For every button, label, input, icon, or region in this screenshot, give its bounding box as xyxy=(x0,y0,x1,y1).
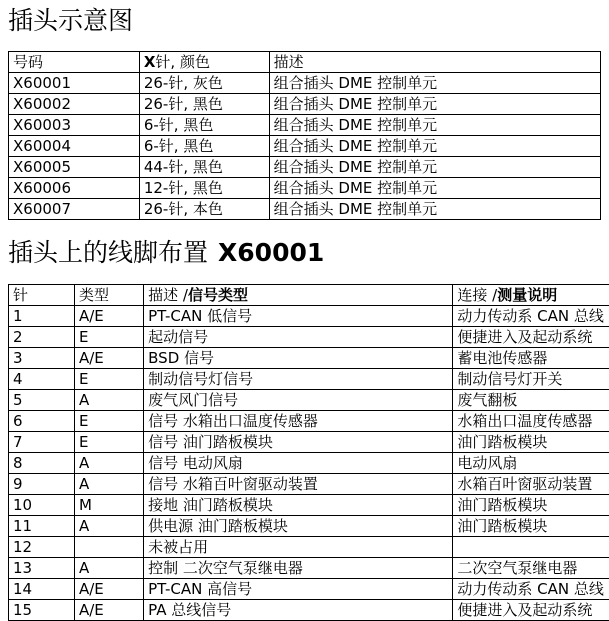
table-cell: 控制 二次空气泵继电器 xyxy=(144,558,453,579)
table-row xyxy=(9,390,609,411)
table-cell: X60005 xyxy=(9,157,140,178)
table-cell: X60003 xyxy=(9,115,140,136)
table-cell: X60002 xyxy=(9,94,140,115)
table-cell: 油门踏板模块 xyxy=(453,516,609,537)
table-cell: 油门踏板模块 xyxy=(453,432,609,453)
table-cell xyxy=(74,537,143,558)
table-row xyxy=(9,94,601,115)
table-row xyxy=(9,199,601,220)
table-cell: 15 xyxy=(9,600,75,621)
table-row xyxy=(9,178,601,199)
table-cell: E xyxy=(74,369,143,390)
table-header-row xyxy=(9,52,601,73)
table-row xyxy=(9,327,609,348)
table-cell: 废气翻板 xyxy=(453,390,609,411)
table-cell: PA 总线信号 xyxy=(144,600,453,621)
table-cell: 44-针, 黑色 xyxy=(139,157,269,178)
table-cell: 2 xyxy=(9,327,75,348)
table-cell: 动力传动系 CAN 总线 xyxy=(453,306,609,327)
table-cell: 6-针, 黑色 xyxy=(139,115,269,136)
table-cell: 起动信号 xyxy=(144,327,453,348)
table-cell: BSD 信号 xyxy=(144,348,453,369)
table-cell: 油门踏板模块 xyxy=(453,495,609,516)
table-cell: 制动信号灯信号 xyxy=(144,369,453,390)
table-cell: 电动风扇 xyxy=(453,453,609,474)
table-cell: 信号 水箱出口温度传感器 xyxy=(144,411,453,432)
table-row xyxy=(9,73,601,94)
table-cell: 1 xyxy=(9,306,75,327)
table-cell: 组合插头 DME 控制单元 xyxy=(269,178,600,199)
table-cell: 蓄电池传感器 xyxy=(453,348,609,369)
table-cell: 接地 油门踏板模块 xyxy=(144,495,453,516)
table-cell: X60001 xyxy=(9,73,140,94)
table-row xyxy=(9,115,601,136)
header-measure-note: 测量说明 xyxy=(497,286,557,304)
table-row xyxy=(9,306,609,327)
header-description: 描述 xyxy=(269,52,600,73)
table-cell: 组合插头 DME 控制单元 xyxy=(269,157,600,178)
table-cell: 动力传动系 CAN 总线 xyxy=(453,579,609,600)
table-cell: 9 xyxy=(9,474,75,495)
header-description-signal xyxy=(144,285,453,306)
table-cell: 制动信号灯开关 xyxy=(453,369,609,390)
table-cell: 便捷进入及起动系统 xyxy=(453,600,609,621)
table-cell: 供电源 油门踏板模块 xyxy=(144,516,453,537)
table-cell: 组合插头 DME 控制单元 xyxy=(269,136,600,157)
table-cell: 信号 油门踏板模块 xyxy=(144,432,453,453)
connector-overview-table xyxy=(8,51,601,220)
header-signal-type: 信号类型 xyxy=(188,286,248,304)
table-cell: 组合插头 DME 控制单元 xyxy=(269,94,600,115)
header-pins-color-text: 针, 颜色 xyxy=(155,53,210,71)
table-row xyxy=(9,348,609,369)
table-cell: E xyxy=(74,411,143,432)
table-cell: 组合插头 DME 控制单元 xyxy=(269,73,600,94)
table-cell: A/E xyxy=(74,579,143,600)
table-cell: 11 xyxy=(9,516,75,537)
table-cell: 26-针, 灰色 xyxy=(139,73,269,94)
table-cell: 8 xyxy=(9,453,75,474)
table-cell: A xyxy=(74,516,143,537)
table-cell: PT-CAN 高信号 xyxy=(144,579,453,600)
table-cell: 水箱出口温度传感器 xyxy=(453,411,609,432)
header-type: 类型 xyxy=(74,285,143,306)
table-row xyxy=(9,432,609,453)
table-row xyxy=(9,136,601,157)
table-row xyxy=(9,537,609,558)
pin-assignment-table xyxy=(8,284,609,621)
table-row xyxy=(9,453,609,474)
table-cell: A xyxy=(74,390,143,411)
table-cell: 12-针, 黑色 xyxy=(139,178,269,199)
table-cell: 6-针, 黑色 xyxy=(139,136,269,157)
table-cell xyxy=(453,537,609,558)
table-cell: A/E xyxy=(74,600,143,621)
header-number: 号码 xyxy=(9,52,140,73)
table-cell: 10 xyxy=(9,495,75,516)
table-cell: A xyxy=(74,474,143,495)
table-row xyxy=(9,369,609,390)
table-cell: X60006 xyxy=(9,178,140,199)
table-cell: 7 xyxy=(9,432,75,453)
table-cell: 4 xyxy=(9,369,75,390)
page-title: 插头示意图 xyxy=(8,4,133,38)
table-cell: X60007 xyxy=(9,199,140,220)
table-cell: 26-针, 本色 xyxy=(139,199,269,220)
header-pin: 针 xyxy=(9,285,75,306)
table-cell: 信号 水箱百叶窗驱动装置 xyxy=(144,474,453,495)
table-cell: A xyxy=(74,558,143,579)
table-cell: 废气风门信号 xyxy=(144,390,453,411)
table-row xyxy=(9,558,609,579)
table-cell: E xyxy=(74,432,143,453)
header-connection-text: 连接 / xyxy=(457,286,497,304)
table-cell: 26-针, 黑色 xyxy=(139,94,269,115)
table-cell: E xyxy=(74,327,143,348)
table-cell: 水箱百叶窗驱动装置 xyxy=(453,474,609,495)
table-cell: 6 xyxy=(9,411,75,432)
header-connection-measure xyxy=(453,285,609,306)
section-title xyxy=(8,236,324,270)
table-row xyxy=(9,474,609,495)
table-cell: A xyxy=(74,453,143,474)
table-cell: PT-CAN 低信号 xyxy=(144,306,453,327)
table-cell: 组合插头 DME 控制单元 xyxy=(269,115,600,136)
section-title-text: 插头上的线脚布置 xyxy=(8,238,208,267)
table-header-row xyxy=(9,285,609,306)
table-cell: 未被占用 xyxy=(144,537,453,558)
table-cell: M xyxy=(74,495,143,516)
header-description-text: 描述 / xyxy=(148,286,188,304)
table-cell: 12 xyxy=(9,537,75,558)
table-row xyxy=(9,516,609,537)
table-cell: 14 xyxy=(9,579,75,600)
table-cell: A/E xyxy=(74,306,143,327)
table-cell: 便捷进入及起动系统 xyxy=(453,327,609,348)
table-cell: X60004 xyxy=(9,136,140,157)
header-pins-color xyxy=(139,52,269,73)
table-row xyxy=(9,495,609,516)
header-x: X xyxy=(144,53,156,71)
table-row xyxy=(9,411,609,432)
table-cell: 13 xyxy=(9,558,75,579)
table-cell: 3 xyxy=(9,348,75,369)
table-cell: 5 xyxy=(9,390,75,411)
table-cell: 组合插头 DME 控制单元 xyxy=(269,199,600,220)
table-cell: 信号 电动风扇 xyxy=(144,453,453,474)
section-title-code: X60001 xyxy=(218,238,324,267)
table-cell: 二次空气泵继电器 xyxy=(453,558,609,579)
table-cell: A/E xyxy=(74,348,143,369)
table-row xyxy=(9,579,609,600)
table-row xyxy=(9,157,601,178)
